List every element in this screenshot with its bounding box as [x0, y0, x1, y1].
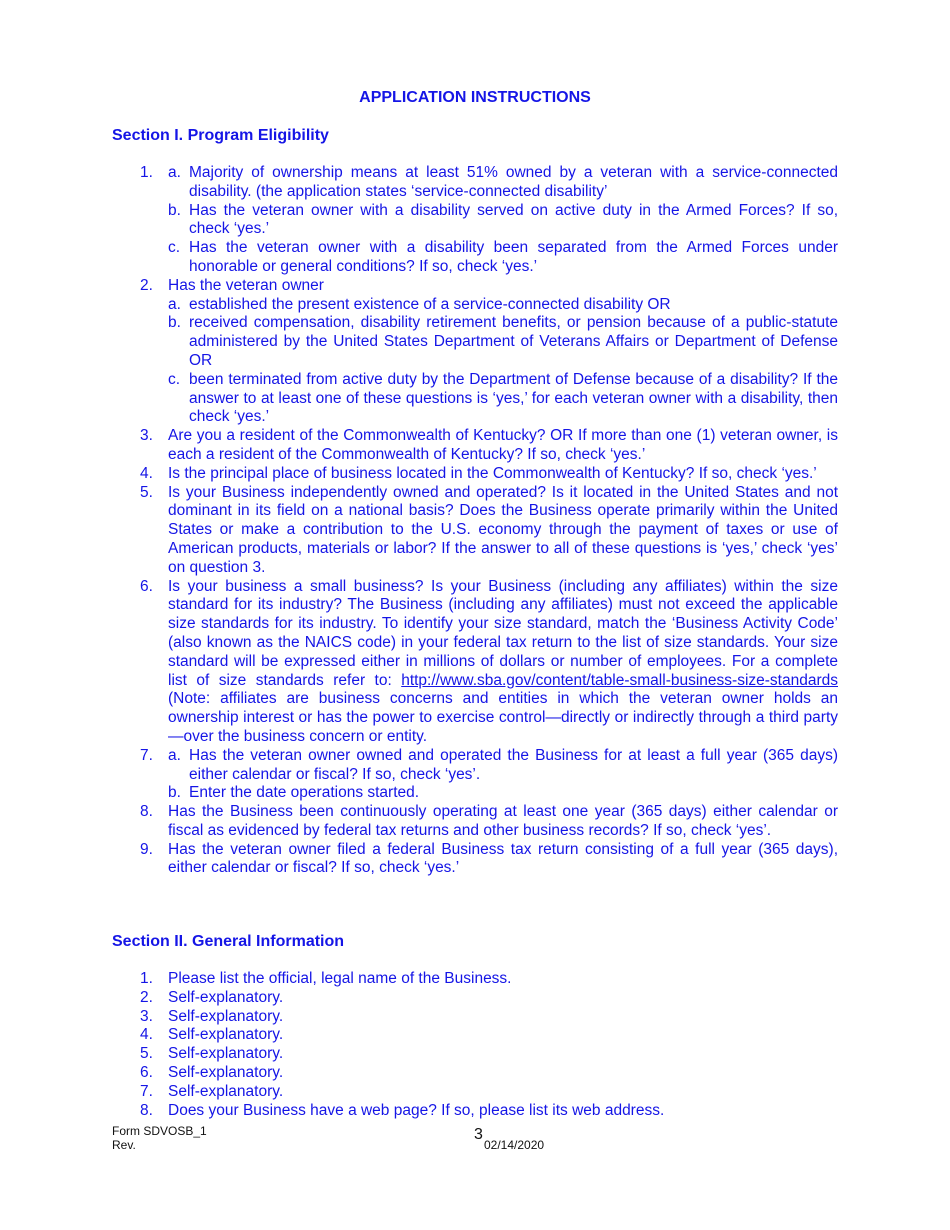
item-number: 2.	[140, 988, 153, 1006]
item-number: 5.	[140, 1045, 153, 1063]
sub-item	[168, 239, 838, 277]
section-2-list	[140, 970, 838, 1120]
item-text: Is your business a small business? Is your Business (including any affiliates) within the size standard for its industry? The Business (including any affiliates) must not exceed the applicable size standards for its industry. To identify your size standard, match the ‘Business Activity Code’ (also known as the NAICS code) in your federal tax return to the list of size standards. Your size standard will be expressed either in millions of dollars or number of employees. For a complete list of size standards refer to:	[168, 577, 838, 689]
page-number: 3	[474, 1126, 483, 1143]
item-text: Self-explanatory.	[168, 988, 284, 1006]
sub-letter: a.	[168, 295, 181, 313]
list-item	[140, 803, 838, 841]
revision-date: 02/14/2020	[484, 1138, 545, 1152]
section-1-list	[140, 164, 838, 878]
sub-text: Enter the date operations started.	[189, 784, 420, 802]
sub-text: received compensation, disability retirement benefits, or pension because of a public-statute administered by the United States Department of Veterans Affairs or Department of Defense OR	[189, 314, 838, 369]
item-number: 4.	[140, 1026, 153, 1044]
item-text: Self-explanatory.	[168, 1082, 284, 1100]
item-number: 6.	[140, 577, 153, 595]
item-text: Self-explanatory.	[168, 1026, 284, 1044]
list-item	[140, 841, 838, 879]
sub-text: Has the veteran owner with a disability served on active duty in the Armed Forces? If so, check ‘yes.’	[189, 201, 838, 238]
list-item	[140, 1064, 838, 1083]
item-text: Self-explanatory.	[168, 1045, 284, 1063]
list-item	[140, 164, 838, 277]
list-item	[140, 1045, 838, 1064]
item-number: 8.	[140, 803, 153, 821]
item-number: 1.	[140, 970, 153, 987]
sub-item	[168, 314, 838, 370]
sub-letter: b.	[168, 201, 181, 219]
sub-letter: b.	[168, 784, 181, 802]
item-text: Has the veteran owner	[168, 276, 324, 294]
section-2-heading: Section II. General Information	[112, 933, 345, 950]
list-item	[140, 484, 838, 578]
item-text: Self-explanatory.	[168, 1063, 284, 1081]
size-standards-link[interactable]: http://www.sba.gov/content/table-small-business-size-standards	[401, 671, 838, 689]
item-number: 7.	[140, 746, 153, 764]
sub-item	[168, 371, 838, 427]
item-number: 4.	[140, 464, 153, 482]
item-text: Self-explanatory.	[168, 1007, 284, 1025]
list-item	[140, 970, 838, 989]
item-number: 3.	[140, 1007, 153, 1025]
item-number: 7.	[140, 1082, 153, 1100]
sub-item	[168, 202, 838, 240]
form-rev: Rev.	[112, 1138, 136, 1152]
list-item	[140, 578, 838, 747]
item-text: Has the veteran owner filed a federal Business tax return consisting of a full year (365 days), either calendar or fiscal? If so, check ‘yes.’	[168, 840, 838, 877]
sub-item	[168, 296, 838, 315]
item-number: 3.	[140, 427, 153, 445]
sub-text: Majority of ownership means at least 51% owned by a veteran with a service-connected disability. (the application states ‘service-connected disability’	[189, 164, 838, 200]
list-item	[140, 465, 838, 484]
item-text: Are you a resident of the Commonwealth of Kentucky? OR If more than one (1) veteran owner, is each a resident of the Commonwealth of Kentucky? If so, check ‘yes.’	[168, 427, 838, 463]
section-1-heading: Section I. Program Eligibility	[112, 127, 329, 144]
list-item	[140, 1026, 838, 1045]
item-number: 5.	[140, 483, 153, 501]
list-item	[140, 1008, 838, 1027]
sub-letter: a.	[168, 164, 181, 181]
sub-letter: c.	[168, 370, 181, 388]
list-item	[140, 427, 838, 465]
list-item	[140, 989, 838, 1008]
list-item	[140, 1102, 838, 1121]
list-item	[140, 277, 838, 427]
item-number: 1.	[140, 164, 153, 181]
item-text: Is your Business independently owned and operated? Is it located in the United States and not dominant in its field on a national basis? Does the Business operate primarily within the United States or make a contribution to the U.S. economy through the payment of taxes or use of American products, materials or labor? If the answer to all of these questions is ‘yes,’ check ‘yes’ on question 3.	[168, 483, 838, 576]
sub-item	[168, 164, 838, 202]
item-number: 2.	[140, 276, 153, 294]
page-title: APPLICATION INSTRUCTIONS	[359, 89, 591, 106]
sub-item	[168, 784, 838, 803]
footer-form-info	[112, 1124, 207, 1152]
sub-letter: b.	[168, 314, 181, 332]
item-number: 9.	[140, 840, 153, 858]
list-item	[140, 1083, 838, 1102]
item-text-note: (Note: affiliates are business concerns and entities in which the veteran owner holds an ownership interest or has the power to exercise control—directly or indirectly through a third party—over the business concern or entity.	[168, 690, 838, 745]
sub-item	[168, 747, 838, 785]
item-text: Is the principal place of business located in the Commonwealth of Kentucky? If so, check ‘yes.’	[168, 464, 817, 482]
list-item	[140, 747, 838, 803]
sub-letter: a.	[168, 746, 181, 764]
item-text: Please list the official, legal name of the Business.	[168, 970, 512, 987]
item-number: 8.	[140, 1101, 153, 1119]
sub-text: been terminated from active duty by the Department of Defense because of a disability? If the answer to at least one of these questions is ‘yes,’ for each veteran owner with a disability, then check ‘yes.’	[189, 370, 838, 426]
item-text: Does your Business have a web page? If so, please list its web address.	[168, 1101, 665, 1119]
sub-text: Has the veteran owner with a disability been separated from the Armed Forces under honorable or general conditions? If so, check ‘yes.’	[189, 239, 838, 275]
sub-text: Has the veteran owner owned and operated the Business for at least a full year (365 days) either calendar or fiscal? If so, check ‘yes’.	[189, 746, 838, 783]
item-number: 6.	[140, 1063, 153, 1081]
sub-letter: c.	[168, 239, 181, 257]
item-text: Has the Business been continuously operating at least one year (365 days) either calendar or fiscal as evidenced by federal tax returns and other business records? If so, check ‘yes’.	[168, 803, 838, 839]
form-id: Form SDVOSB_1	[112, 1124, 207, 1138]
sub-text: established the present existence of a service-connected disability OR	[189, 295, 671, 313]
